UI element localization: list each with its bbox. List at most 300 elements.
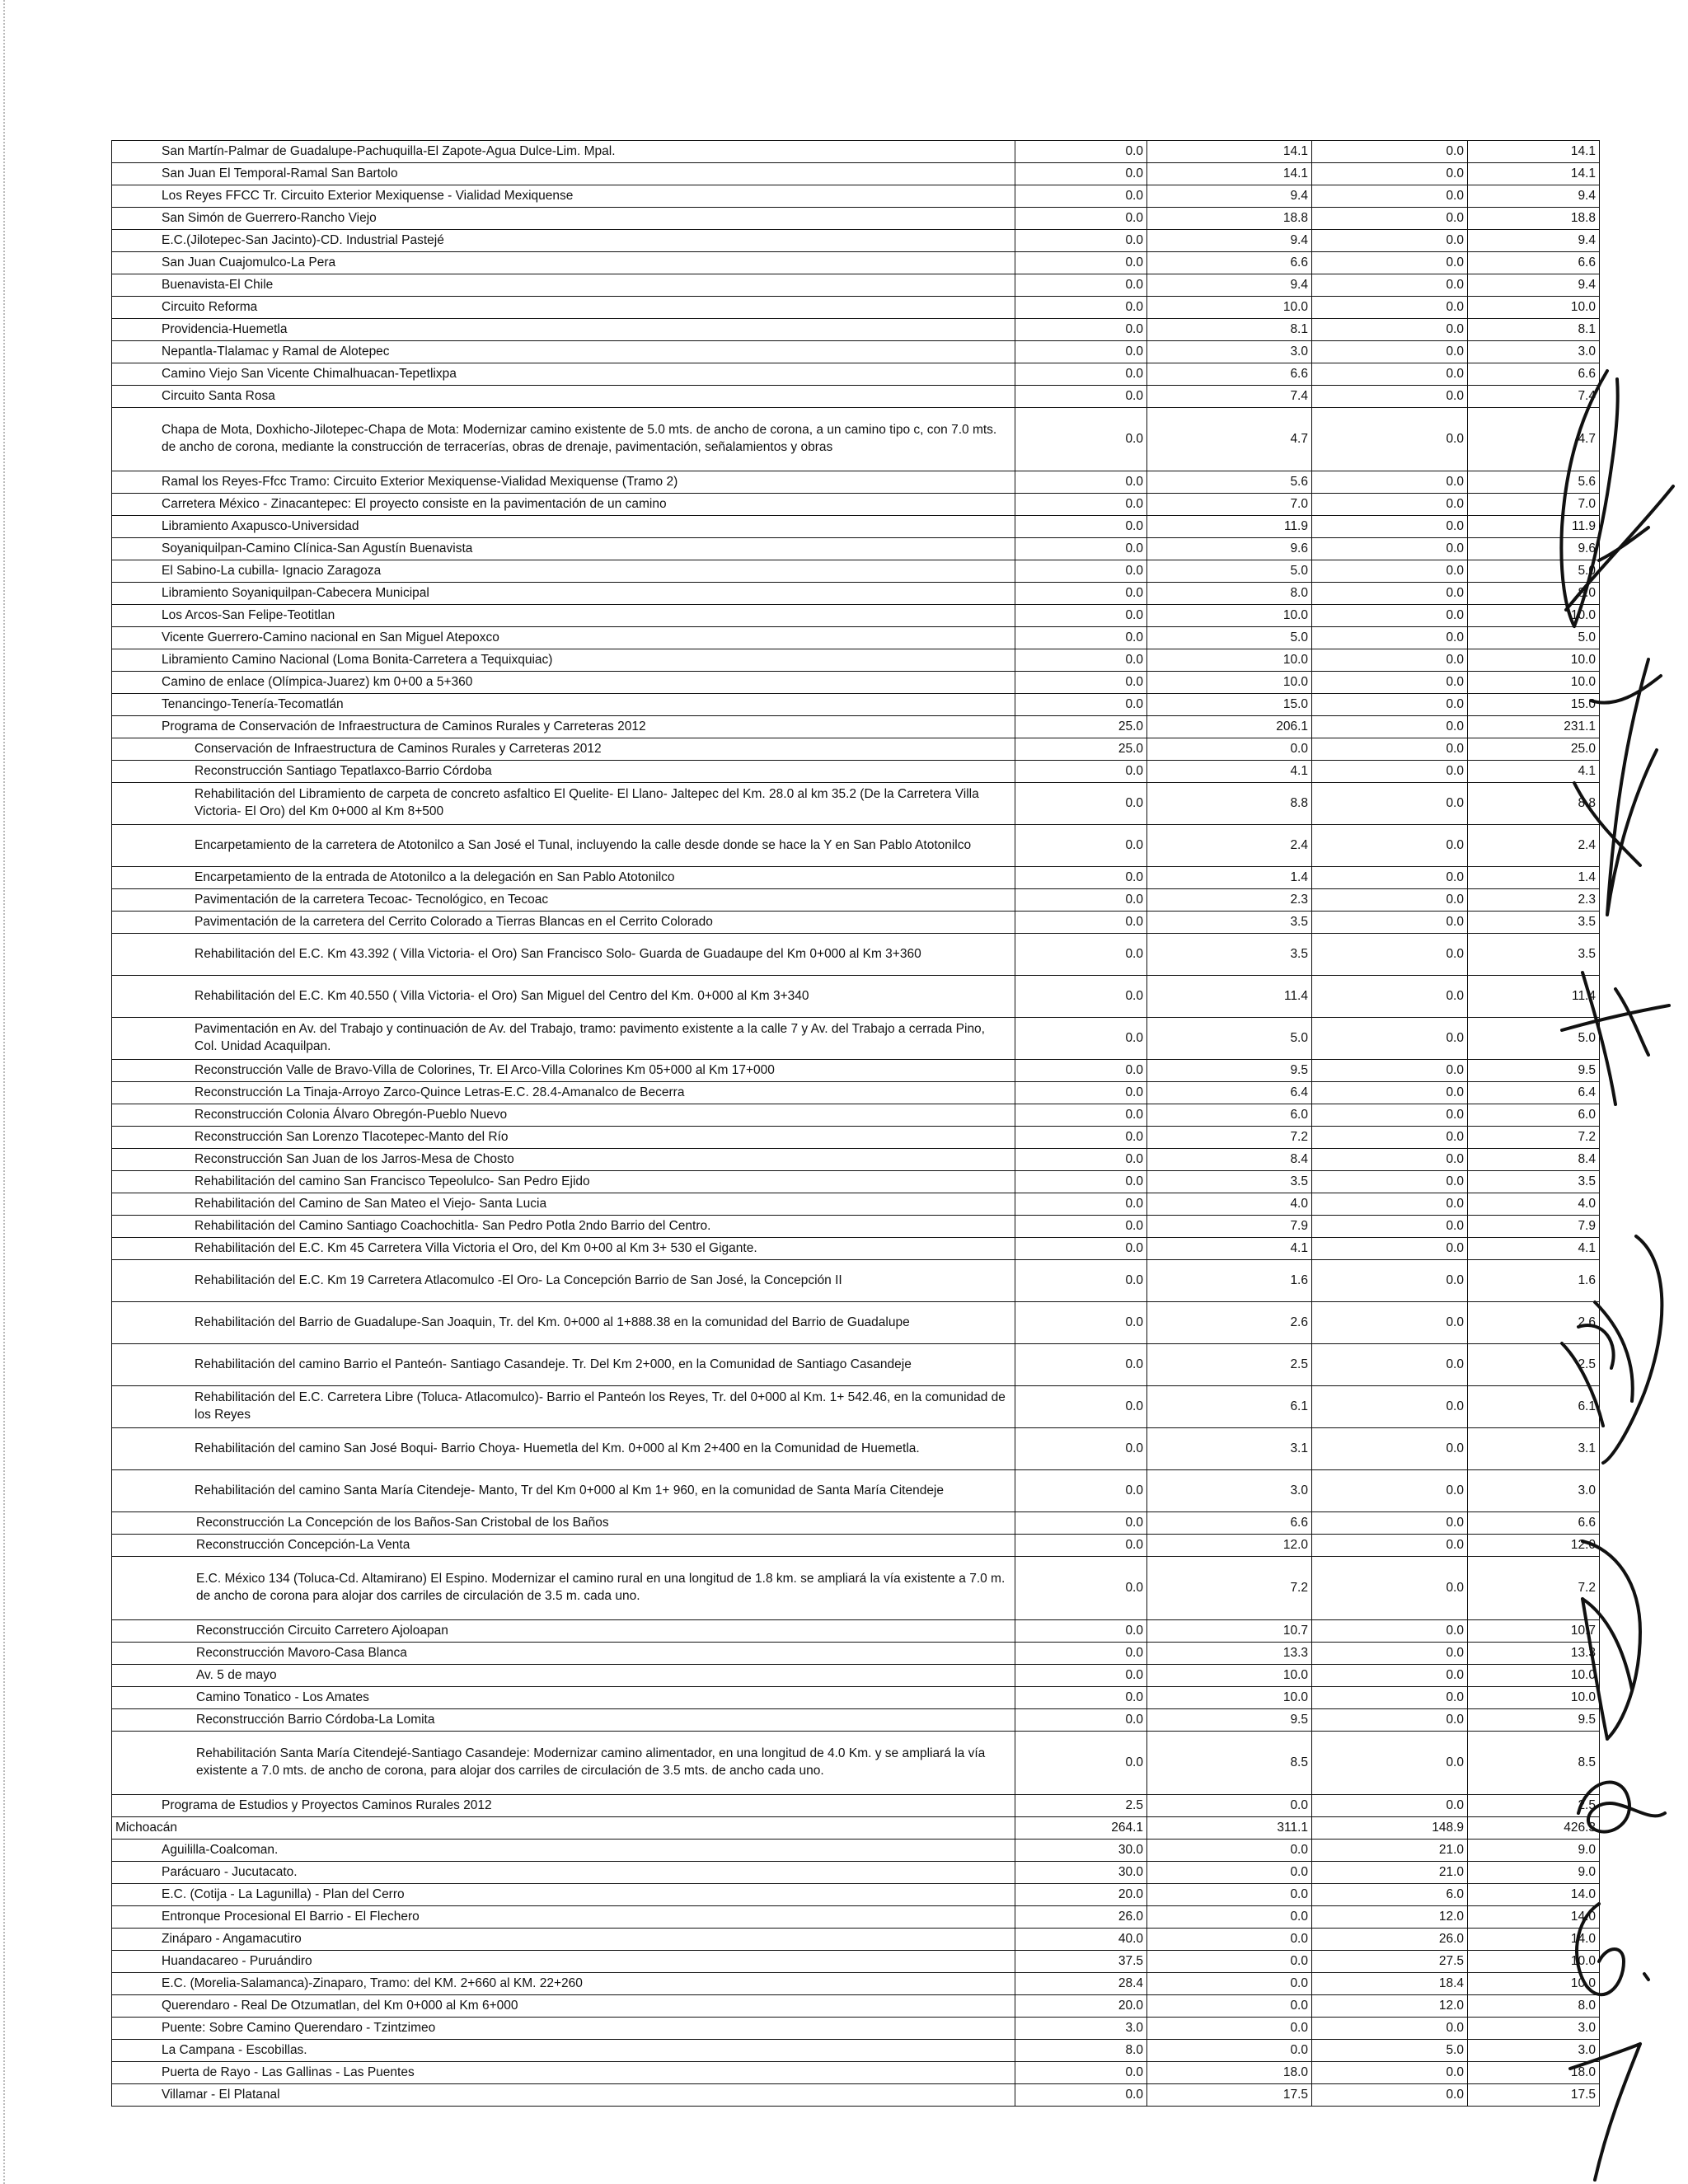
row-value-b: 0.0 [1147, 1840, 1312, 1862]
row-name: Michoacán [112, 1817, 1015, 1840]
row-value-d: 8.4 [1468, 1149, 1600, 1171]
row-value-d: 7.4 [1468, 386, 1600, 408]
row-value-b: 5.6 [1147, 471, 1312, 494]
row-value-d: 9.4 [1468, 230, 1600, 252]
row-value-c: 0.0 [1312, 1732, 1468, 1795]
table-row [112, 867, 1600, 889]
row-value-c: 0.0 [1312, 1665, 1468, 1687]
table-row [112, 1512, 1600, 1535]
row-value-c: 0.0 [1312, 297, 1468, 319]
row-value-a: 0.0 [1015, 538, 1147, 560]
row-value-b: 3.5 [1147, 934, 1312, 976]
row-value-b: 3.5 [1147, 912, 1312, 934]
row-value-b: 3.1 [1147, 1428, 1312, 1470]
row-name: Reconstrucción San Lorenzo Tlacotepec-Manto del Río [112, 1127, 1015, 1149]
row-value-d: 3.5 [1468, 1171, 1600, 1193]
row-value-a: 25.0 [1015, 716, 1147, 738]
table-row [112, 1238, 1600, 1260]
table-row [112, 386, 1600, 408]
row-value-b: 0.0 [1147, 2018, 1312, 2040]
row-value-d: 10.0 [1468, 605, 1600, 627]
row-value-b: 4.1 [1147, 761, 1312, 783]
handwritten-signature-2 [1558, 651, 1681, 923]
row-name: Camino Viejo San Vicente Chimalhuacan-Tepetlixpa [112, 363, 1015, 386]
row-value-b: 6.6 [1147, 1512, 1312, 1535]
row-name: Los Arcos-San Felipe-Teotitlan [112, 605, 1015, 627]
row-value-a: 0.0 [1015, 363, 1147, 386]
row-name: Nepantla-Tlalamac y Ramal de Alotepec [112, 341, 1015, 363]
row-value-a: 30.0 [1015, 1840, 1147, 1862]
row-name: Rehabilitación del E.C. Km 43.392 ( Villa Victoria- el Oro) San Francisco Solo- Guarda de Guadaupe del Km 0+000 al Km 3+360 [112, 934, 1015, 976]
row-value-a: 0.0 [1015, 649, 1147, 672]
row-value-a: 0.0 [1015, 386, 1147, 408]
row-value-b: 6.4 [1147, 1082, 1312, 1104]
row-value-b: 8.5 [1147, 1732, 1312, 1795]
row-value-d: 15.0 [1468, 694, 1600, 716]
row-value-c: 0.0 [1312, 627, 1468, 649]
row-name: Reconstrucción Valle de Bravo-Villa de Colorines, Tr. El Arco-Villa Colorines Km 05+000 al Km 17+000 [112, 1060, 1015, 1082]
row-value-a: 0.0 [1015, 1104, 1147, 1127]
row-value-c: 0.0 [1312, 1470, 1468, 1512]
row-name: Circuito Santa Rosa [112, 386, 1015, 408]
row-value-a: 0.0 [1015, 1149, 1147, 1171]
row-value-c: 0.0 [1312, 1171, 1468, 1193]
row-value-c: 0.0 [1312, 1149, 1468, 1171]
row-value-c: 5.0 [1312, 2040, 1468, 2062]
row-value-c: 21.0 [1312, 1862, 1468, 1884]
row-name: San Simón de Guerrero-Rancho Viejo [112, 208, 1015, 230]
row-value-b: 9.5 [1147, 1060, 1312, 1082]
row-value-b: 2.5 [1147, 1344, 1312, 1386]
row-value-b: 6.1 [1147, 1386, 1312, 1428]
row-name: Programa de Estudios y Proyectos Caminos Rurales 2012 [112, 1795, 1015, 1817]
table-row [112, 1082, 1600, 1104]
row-value-d: 10.7 [1468, 1620, 1600, 1643]
table-row [112, 825, 1600, 867]
row-name: Av. 5 de mayo [112, 1665, 1015, 1687]
table-row [112, 1104, 1600, 1127]
row-value-c: 6.0 [1312, 1884, 1468, 1906]
row-value-c: 0.0 [1312, 494, 1468, 516]
row-value-c: 0.0 [1312, 538, 1468, 560]
budget-table-body [112, 141, 1600, 2107]
row-value-d: 1.4 [1468, 867, 1600, 889]
row-value-b: 10.0 [1147, 672, 1312, 694]
row-name: Reconstrucción Barrio Córdoba-La Lomita [112, 1709, 1015, 1732]
row-value-d: 14.1 [1468, 141, 1600, 163]
row-value-a: 0.0 [1015, 1709, 1147, 1732]
row-name: Camino de enlace (Olímpica-Juarez) km 0+00 a 5+360 [112, 672, 1015, 694]
row-value-c: 0.0 [1312, 208, 1468, 230]
row-value-b: 10.0 [1147, 605, 1312, 627]
row-value-a: 0.0 [1015, 1535, 1147, 1557]
row-value-b: 0.0 [1147, 1973, 1312, 1995]
row-value-d: 2.4 [1468, 825, 1600, 867]
row-value-d: 14.0 [1468, 1906, 1600, 1929]
row-name: Parácuaro - Jucutacato. [112, 1862, 1015, 1884]
row-value-b: 6.6 [1147, 363, 1312, 386]
row-name: Reconstrucción Colonia Álvaro Obregón-Pueblo Nuevo [112, 1104, 1015, 1127]
row-value-a: 0.0 [1015, 230, 1147, 252]
row-value-a: 40.0 [1015, 1929, 1147, 1951]
table-row [112, 1557, 1600, 1620]
row-value-b: 9.6 [1147, 538, 1312, 560]
row-name: Tenancingo-Tenería-Tecomatlán [112, 694, 1015, 716]
row-value-a: 26.0 [1015, 1906, 1147, 1929]
row-value-a: 0.0 [1015, 694, 1147, 716]
row-value-a: 8.0 [1015, 2040, 1147, 2062]
row-name: Entronque Procesional El Barrio - El Flechero [112, 1906, 1015, 1929]
row-value-c: 0.0 [1312, 141, 1468, 163]
row-value-c: 0.0 [1312, 783, 1468, 825]
row-value-c: 0.0 [1312, 1060, 1468, 1082]
row-value-d: 10.0 [1468, 672, 1600, 694]
table-row [112, 494, 1600, 516]
row-value-b: 0.0 [1147, 1929, 1312, 1951]
row-value-b: 7.0 [1147, 494, 1312, 516]
row-name: Camino Tonatico - Los Amates [112, 1687, 1015, 1709]
row-value-c: 12.0 [1312, 1995, 1468, 2018]
row-value-d: 12.0 [1468, 1535, 1600, 1557]
row-value-a: 0.0 [1015, 1018, 1147, 1060]
row-value-d: 3.1 [1468, 1428, 1600, 1470]
table-row [112, 471, 1600, 494]
table-row [112, 1929, 1600, 1951]
row-value-b: 0.0 [1147, 1906, 1312, 1929]
row-value-a: 0.0 [1015, 1193, 1147, 1216]
row-value-b: 7.2 [1147, 1127, 1312, 1149]
table-row [112, 1127, 1600, 1149]
row-value-d: 9.4 [1468, 274, 1600, 297]
row-value-a: 0.0 [1015, 912, 1147, 934]
row-value-a: 0.0 [1015, 1260, 1147, 1302]
row-value-c: 0.0 [1312, 2018, 1468, 2040]
row-value-a: 0.0 [1015, 1238, 1147, 1260]
row-value-b: 0.0 [1147, 1795, 1312, 1817]
row-value-b: 17.5 [1147, 2084, 1312, 2107]
table-row [112, 1973, 1600, 1995]
table-row [112, 605, 1600, 627]
row-value-a: 264.1 [1015, 1817, 1147, 1840]
row-value-b: 4.1 [1147, 1238, 1312, 1260]
table-row [112, 274, 1600, 297]
row-value-a: 0.0 [1015, 341, 1147, 363]
row-value-c: 0.0 [1312, 163, 1468, 185]
row-name: Puente: Sobre Camino Querendaro - Tzintzimeo [112, 2018, 1015, 2040]
row-value-d: 7.2 [1468, 1557, 1600, 1620]
row-value-c: 0.0 [1312, 319, 1468, 341]
row-value-c: 0.0 [1312, 672, 1468, 694]
row-value-a: 0.0 [1015, 516, 1147, 538]
table-row [112, 783, 1600, 825]
row-value-b: 4.0 [1147, 1193, 1312, 1216]
row-value-d: 4.1 [1468, 1238, 1600, 1260]
handwritten-signature-3 [1558, 964, 1673, 1113]
budget-table [111, 140, 1600, 2107]
row-name: Circuito Reforma [112, 297, 1015, 319]
row-value-c: 0.0 [1312, 560, 1468, 583]
table-row [112, 1386, 1600, 1428]
table-row [112, 934, 1600, 976]
row-value-d: 9.0 [1468, 1862, 1600, 1884]
row-value-c: 0.0 [1312, 408, 1468, 471]
row-value-c: 0.0 [1312, 716, 1468, 738]
row-value-c: 0.0 [1312, 912, 1468, 934]
row-name: Rehabilitación del E.C. Km 40.550 ( Villa Victoria- el Oro) San Miguel del Centro del Km. 0+000 al Km 3+340 [112, 976, 1015, 1018]
row-value-b: 8.8 [1147, 783, 1312, 825]
handwritten-signature-4 [1554, 1228, 1677, 1467]
row-value-d: 2.5 [1468, 1344, 1600, 1386]
row-value-c: 27.5 [1312, 1951, 1468, 1973]
row-value-c: 0.0 [1312, 341, 1468, 363]
row-value-b: 10.0 [1147, 649, 1312, 672]
row-name: Libramiento Soyaniquilpan-Cabecera Municipal [112, 583, 1015, 605]
row-value-b: 5.0 [1147, 1018, 1312, 1060]
row-name: San Juan El Temporal-Ramal San Bartolo [112, 163, 1015, 185]
row-value-d: 18.0 [1468, 2062, 1600, 2084]
table-row [112, 1840, 1600, 1862]
row-name: Pavimentación de la carretera del Cerrito Colorado a Tierras Blancas en el Cerrito Colorado [112, 912, 1015, 934]
row-value-c: 0.0 [1312, 516, 1468, 538]
table-row [112, 1817, 1600, 1840]
row-value-a: 0.0 [1015, 1643, 1147, 1665]
row-value-b: 9.5 [1147, 1709, 1312, 1732]
row-value-d: 10.0 [1468, 1973, 1600, 1995]
row-name: Reconstrucción La Tinaja-Arroyo Zarco-Quince Letras-E.C. 28.4-Amanalco de Becerra [112, 1082, 1015, 1104]
row-value-b: 5.0 [1147, 627, 1312, 649]
row-value-b: 9.4 [1147, 185, 1312, 208]
row-value-b: 3.0 [1147, 1470, 1312, 1512]
row-value-c: 0.0 [1312, 386, 1468, 408]
row-value-c: 0.0 [1312, 274, 1468, 297]
table-row [112, 1260, 1600, 1302]
table-row [112, 976, 1600, 1018]
row-value-c: 0.0 [1312, 185, 1468, 208]
row-value-c: 0.0 [1312, 867, 1468, 889]
row-value-b: 4.7 [1147, 408, 1312, 471]
row-value-d: 14.1 [1468, 163, 1600, 185]
row-value-d: 5.0 [1468, 1018, 1600, 1060]
row-value-d: 5.6 [1468, 471, 1600, 494]
table-row [112, 1665, 1600, 1687]
row-value-c: 0.0 [1312, 761, 1468, 783]
table-row [112, 538, 1600, 560]
table-row [112, 230, 1600, 252]
row-value-d: 7.0 [1468, 494, 1600, 516]
row-value-d: 6.6 [1468, 1512, 1600, 1535]
row-name: Rehabilitación del camino San Francisco Tepeolulco- San Pedro Ejido [112, 1171, 1015, 1193]
row-value-c: 0.0 [1312, 583, 1468, 605]
row-name: Reconstrucción La Concepción de los Baños-San Cristobal de los Baños [112, 1512, 1015, 1535]
row-name: Reconstrucción Santiago Tepatlaxco-Barrio Córdoba [112, 761, 1015, 783]
row-value-d: 2.3 [1468, 889, 1600, 912]
row-value-c: 0.0 [1312, 1620, 1468, 1643]
row-value-c: 26.0 [1312, 1929, 1468, 1951]
table-row [112, 1535, 1600, 1557]
row-value-d: 426.3 [1468, 1817, 1600, 1840]
row-value-a: 0.0 [1015, 1732, 1147, 1795]
row-value-c: 21.0 [1312, 1840, 1468, 1862]
row-name: Carretera México - Zinacantepec: El proyecto consiste en la pavimentación de un camino [112, 494, 1015, 516]
row-value-b: 6.6 [1147, 252, 1312, 274]
row-value-b: 9.4 [1147, 274, 1312, 297]
row-value-b: 10.0 [1147, 1665, 1312, 1687]
row-value-a: 0.0 [1015, 1665, 1147, 1687]
table-row [112, 1620, 1600, 1643]
row-value-d: 6.4 [1468, 1082, 1600, 1104]
row-value-d: 9.5 [1468, 1709, 1600, 1732]
row-value-a: 0.0 [1015, 1127, 1147, 1149]
row-name: Rehabilitación del Camino de San Mateo el Viejo- Santa Lucia [112, 1193, 1015, 1216]
row-value-c: 0.0 [1312, 1104, 1468, 1127]
row-value-c: 0.0 [1312, 976, 1468, 1018]
row-name: Pavimentación de la carretera Tecoac- Tecnológico, en Tecoac [112, 889, 1015, 912]
row-value-b: 2.4 [1147, 825, 1312, 867]
table-row [112, 1302, 1600, 1344]
row-value-a: 0.0 [1015, 185, 1147, 208]
row-value-b: 8.0 [1147, 583, 1312, 605]
row-value-a: 37.5 [1015, 1951, 1147, 1973]
row-value-a: 3.0 [1015, 2018, 1147, 2040]
row-value-a: 2.5 [1015, 1795, 1147, 1817]
row-value-d: 8.8 [1468, 783, 1600, 825]
row-value-d: 25.0 [1468, 738, 1600, 761]
row-value-a: 0.0 [1015, 1302, 1147, 1344]
row-name: La Campana - Escobillas. [112, 2040, 1015, 2062]
row-value-a: 0.0 [1015, 605, 1147, 627]
row-name: Huandacareo - Puruándiro [112, 1951, 1015, 1973]
table-row [112, 583, 1600, 605]
row-value-d: 2.6 [1468, 1302, 1600, 1344]
table-row [112, 694, 1600, 716]
row-value-c: 18.4 [1312, 1973, 1468, 1995]
row-value-a: 0.0 [1015, 163, 1147, 185]
row-value-b: 14.1 [1147, 141, 1312, 163]
table-row [112, 1060, 1600, 1082]
row-value-a: 0.0 [1015, 208, 1147, 230]
row-value-c: 0.0 [1312, 1127, 1468, 1149]
row-value-d: 10.0 [1468, 297, 1600, 319]
table-row [112, 363, 1600, 386]
row-value-d: 17.5 [1468, 2084, 1600, 2107]
row-name: E.C. (Morelia-Salamanca)-Zinaparo, Tramo: del KM. 2+660 al KM. 22+260 [112, 1973, 1015, 1995]
row-name: El Sabino-La cubilla- Ignacio Zaragoza [112, 560, 1015, 583]
row-value-a: 0.0 [1015, 471, 1147, 494]
row-value-a: 0.0 [1015, 1082, 1147, 1104]
row-value-d: 3.5 [1468, 912, 1600, 934]
row-value-d: 6.1 [1468, 1386, 1600, 1428]
row-value-d: 10.0 [1468, 1951, 1600, 1973]
row-name: Rehabilitación del E.C. Km 45 Carretera Villa Victoria el Oro, del Km 0+00 al Km 3+ 530 el Gigante. [112, 1238, 1015, 1260]
row-value-b: 0.0 [1147, 1862, 1312, 1884]
row-name: E.C. México 134 (Toluca-Cd. Altamirano) El Espino. Modernizar el camino rural en una longitud de 1.8 km. se ampliará la vía existente a 7.0 m. de ancho de corona para alojar dos carriles de circulación de 3.5 m. cada uno. [112, 1557, 1015, 1620]
row-name: Pavimentación en Av. del Trabajo y continuación de Av. del Trabajo, tramo: pavimento existente a la calle 7 y Av. del Trabajo a cerrada Pino, Col. Unidad Acaquilpan. [112, 1018, 1015, 1060]
row-value-c: 0.0 [1312, 1302, 1468, 1344]
row-name: San Martín-Palmar de Guadalupe-Pachuquilla-El Zapote-Agua Dulce-Lim. Mpal. [112, 141, 1015, 163]
row-value-d: 14.0 [1468, 1884, 1600, 1906]
row-name: Providencia-Huemetla [112, 319, 1015, 341]
row-value-a: 0.0 [1015, 1470, 1147, 1512]
table-row [112, 1795, 1600, 1817]
row-value-b: 311.1 [1147, 1817, 1312, 1840]
row-value-d: 6.6 [1468, 363, 1600, 386]
row-value-b: 0.0 [1147, 2040, 1312, 2062]
row-value-d: 3.0 [1468, 341, 1600, 363]
row-value-b: 7.2 [1147, 1557, 1312, 1620]
table-row [112, 1470, 1600, 1512]
row-value-d: 9.0 [1468, 1840, 1600, 1862]
row-value-b: 3.5 [1147, 1171, 1312, 1193]
row-value-c: 0.0 [1312, 1535, 1468, 1557]
row-value-b: 1.4 [1147, 867, 1312, 889]
table-row [112, 1428, 1600, 1470]
row-value-d: 4.1 [1468, 761, 1600, 783]
row-value-a: 20.0 [1015, 1995, 1147, 2018]
row-value-c: 0.0 [1312, 1260, 1468, 1302]
row-value-a: 0.0 [1015, 141, 1147, 163]
row-value-c: 0.0 [1312, 252, 1468, 274]
row-value-a: 0.0 [1015, 1687, 1147, 1709]
row-name: Puerta de Rayo - Las Gallinas - Las Puentes [112, 2062, 1015, 2084]
row-value-d: 9.5 [1468, 1060, 1600, 1082]
row-name: Rehabilitación del E.C. Carretera Libre (Toluca- Atlacomulco)- Barrio el Panteón los Reyes, Tr. del 0+000 al Km. 1+ 542.46, en la comunidad de los Reyes [112, 1386, 1015, 1428]
table-row [112, 1018, 1600, 1060]
row-value-a: 0.0 [1015, 583, 1147, 605]
row-value-c: 0.0 [1312, 2062, 1468, 2084]
row-value-a: 30.0 [1015, 1862, 1147, 1884]
row-name: E.C.(Jilotepec-San Jacinto)-CD. Industrial Pastejé [112, 230, 1015, 252]
row-name: Reconstrucción Circuito Carretero Ajoloapan [112, 1620, 1015, 1643]
row-value-b: 5.0 [1147, 560, 1312, 583]
row-name: Reconstrucción Mavoro-Casa Blanca [112, 1643, 1015, 1665]
row-name: Rehabilitación del camino Santa María Citendeje- Manto, Tr del Km 0+000 al Km 1+ 960, en la comunidad de Santa María Citendeje [112, 1470, 1015, 1512]
row-value-d: 4.0 [1468, 1193, 1600, 1216]
row-value-c: 0.0 [1312, 2084, 1468, 2107]
row-name: Rehabilitación del E.C. Km 19 Carretera Atlacomulco -El Oro- La Concepción Barrio de San José, la Concepción II [112, 1260, 1015, 1302]
handwritten-signature-1 [1550, 363, 1681, 635]
table-row [112, 2018, 1600, 2040]
row-value-a: 0.0 [1015, 761, 1147, 783]
row-value-c: 0.0 [1312, 1216, 1468, 1238]
row-value-a: 0.0 [1015, 2084, 1147, 2107]
table-row [112, 627, 1600, 649]
row-value-c: 0.0 [1312, 1795, 1468, 1817]
table-row [112, 141, 1600, 163]
table-row [112, 341, 1600, 363]
row-value-b: 0.0 [1147, 738, 1312, 761]
row-value-a: 0.0 [1015, 672, 1147, 694]
row-value-c: 0.0 [1312, 649, 1468, 672]
row-value-d: 10.0 [1468, 1665, 1600, 1687]
table-row [112, 1687, 1600, 1709]
row-value-b: 1.6 [1147, 1260, 1312, 1302]
row-value-c: 0.0 [1312, 825, 1468, 867]
row-name: Los Reyes FFCC Tr. Circuito Exterior Mexiquense - Vialidad Mexiquense [112, 185, 1015, 208]
row-value-c: 0.0 [1312, 471, 1468, 494]
table-row [112, 560, 1600, 583]
row-name: Rehabilitación del camino Barrio el Panteón- Santiago Casandeje. Tr. Del Km 2+000, en la Comunidad de Santiago Casandeje [112, 1344, 1015, 1386]
row-value-c: 148.9 [1312, 1817, 1468, 1840]
row-value-c: 0.0 [1312, 1386, 1468, 1428]
row-value-b: 11.9 [1147, 516, 1312, 538]
row-value-d: 10.0 [1468, 1687, 1600, 1709]
row-value-a: 0.0 [1015, 627, 1147, 649]
row-value-c: 0.0 [1312, 1238, 1468, 1260]
row-value-a: 28.4 [1015, 1973, 1147, 1995]
row-value-b: 0.0 [1147, 1951, 1312, 1973]
row-name: Reconstrucción Concepción-La Venta [112, 1535, 1015, 1557]
row-value-d: 11.4 [1468, 976, 1600, 1018]
